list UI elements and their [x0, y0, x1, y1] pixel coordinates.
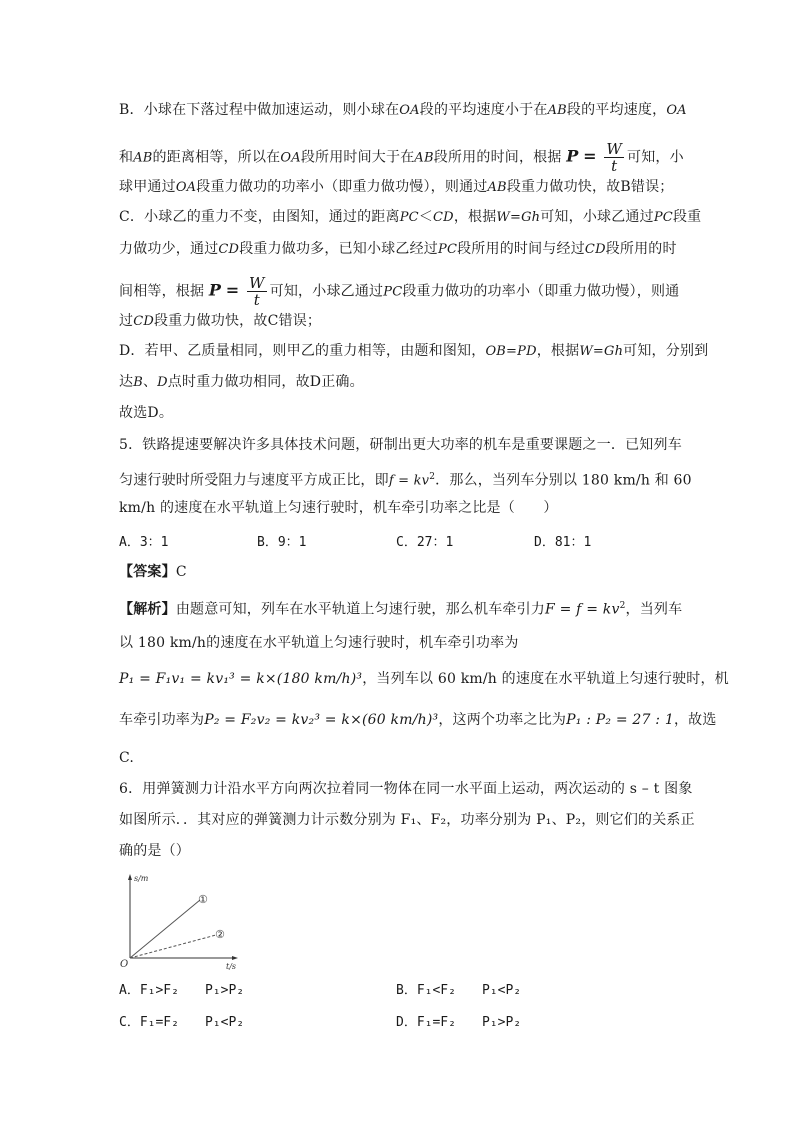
q6-option-a: A．F₁>F₂ P₁>P₂: [119, 983, 245, 998]
segment-pc: PC: [383, 284, 403, 300]
answer-value: C: [175, 564, 187, 580]
segment-oa: OA: [175, 180, 197, 195]
q5-option-a: A．3：1: [119, 535, 169, 550]
text: D．若甲、乙质量相同，则甲乙的重力相等，由题和图知，: [119, 343, 486, 359]
text: 可知，小球乙通过: [540, 209, 654, 225]
text: ，根据: [453, 209, 497, 225]
text: 段重力做功多，已知小球乙经过: [239, 241, 438, 257]
text: 段重力做功的功率小（即重力做功慢），则通: [402, 283, 680, 300]
text: 段所用的时间，根据: [433, 149, 562, 166]
text: ，当列车: [625, 601, 683, 618]
segment-ab: AB: [414, 150, 434, 166]
text: 以 180 km/h的速度在水平轨道上匀速行驶时，机车牵引功率为: [119, 635, 519, 651]
text: 5．铁路提速要解决许多具体技术问题，研制出更大功率的机车是重要课题之一．已知列车: [119, 437, 682, 453]
formula-eq: =: [583, 146, 597, 166]
q6-line-1: [119, 780, 693, 798]
segment-oa: OA: [399, 103, 420, 118]
formula-p1: P₁ = F₁v₁ = kv₁³ = k×(180 km/h)³: [119, 671, 363, 687]
text: 如图所示．．其对应的弹簧测力计示数分别为 F₁、F₂，功率分别为 P₁、P₂，则它们的关系正: [119, 812, 695, 828]
q5-line-1: [119, 436, 682, 454]
point-d: D: [157, 375, 168, 390]
q5-analysis-line-2: [119, 634, 679, 652]
text: 、: [142, 374, 158, 390]
text: 段重力做功快，故C错误；: [153, 313, 322, 329]
q5-line-3: [119, 499, 679, 517]
formula-fraction: [604, 141, 624, 174]
segment-pc: PC: [399, 210, 419, 225]
segment-oa: OA: [280, 150, 301, 166]
segment-pc: PC: [438, 242, 458, 257]
q5-option-d: D．81：1: [534, 535, 592, 550]
s-t-graph: [118, 872, 248, 972]
text: 可知，小: [627, 149, 684, 166]
segment-ab: AB: [133, 150, 153, 166]
para-b-line-3: [119, 178, 679, 197]
q5-analysis-line-4: [119, 711, 717, 729]
text: 段所用的时间与经过: [457, 241, 585, 257]
para-c-line-2: [119, 240, 679, 259]
analysis-tag: 【解析】: [119, 601, 176, 618]
formula-w: W: [249, 274, 265, 292]
q5-analysis-line-5: [119, 749, 679, 767]
formula-ob-pd: OB=PD: [485, 344, 537, 359]
text: ，故选: [673, 712, 717, 728]
choose-d: [119, 404, 679, 422]
q5-analysis-line-1: [119, 597, 683, 619]
text: ，根据: [536, 343, 580, 359]
segment-cd: CD: [133, 314, 154, 329]
text: 段重力做功的功率小（即重力做功慢），则通过: [196, 179, 488, 195]
line-2: [130, 935, 216, 958]
formula-t: t: [253, 291, 260, 309]
text: 力做功少，通过: [119, 241, 219, 257]
formula-ratio: P₁ : P₂ = 27 : 1: [566, 712, 674, 728]
formula-f-kv2: f = kv: [388, 473, 430, 489]
formula-fraction: [247, 275, 267, 308]
text: 可知，小球乙通过: [269, 283, 384, 300]
q6-option-d: D．F₁=F₂ P₁>P₂: [396, 1015, 522, 1030]
superscript: 2: [429, 472, 436, 482]
para-d-line-1: [119, 342, 709, 361]
formula-w-gh: W=Gh: [496, 210, 541, 225]
segment-oa: OA: [666, 103, 687, 118]
x-axis-arrow: [232, 956, 238, 960]
segment-cd: CD: [433, 210, 454, 225]
x-axis-label: t/s: [226, 962, 237, 971]
para-c-line-1: [119, 208, 702, 227]
text: 段的平均速度小于在: [419, 102, 548, 118]
text: 过: [119, 313, 134, 329]
formula-w-gh: W=Gh: [579, 344, 624, 359]
text: 段所用的时: [605, 241, 677, 257]
origin-label: O: [120, 959, 129, 970]
y-axis-arrow: [128, 874, 132, 880]
text: 匀速行驶时所受阻力与速度平方成正比，即: [119, 472, 389, 489]
text: ．那么，当列车分别以 180 km/h 和 60: [435, 472, 692, 489]
text: C.: [119, 750, 135, 766]
text: 故选D。: [119, 405, 174, 421]
point-b: B: [133, 375, 143, 390]
text: C．小球乙的重力不变，由图知，通过的距离: [119, 209, 400, 225]
q5-analysis-line-3: [119, 670, 729, 688]
text: 段重: [672, 209, 702, 225]
text: 车牵引功率为: [119, 712, 205, 728]
text: 可知，分别到: [623, 343, 709, 359]
y-axis-label: s/m: [134, 874, 149, 883]
text: ，当列车以 60 km/h 的速度在水平轨道上匀速行驶时，机: [362, 671, 729, 687]
line-1: [130, 900, 200, 958]
superscript: 2: [619, 601, 626, 611]
text: 的距离相等，所以在: [152, 149, 281, 166]
text: 确的是（）: [119, 843, 190, 859]
text: 达: [119, 374, 134, 390]
q6-line-3: [119, 842, 679, 860]
para-c-line-3: [119, 275, 679, 308]
text: 球甲通过: [119, 179, 176, 195]
para-b-line-2: [119, 140, 684, 175]
text: 和: [119, 149, 134, 166]
line-2-label: ②: [215, 928, 225, 941]
q6-option-b: B．F₁<F₂ P₁<P₂: [396, 983, 522, 998]
text: ，这两个功率之比为: [438, 712, 567, 728]
segment-cd: CD: [218, 242, 240, 257]
segment-ab: AB: [547, 103, 567, 118]
segment-ab: AB: [487, 180, 507, 195]
formula-w: W: [606, 140, 623, 158]
para-d-line-2: [119, 373, 679, 392]
q5-line-2: [119, 468, 692, 491]
text: 段重力做功快，故B错误；: [506, 179, 674, 195]
q6-line-2: [119, 811, 695, 829]
formula-traction-force: F = f = kv: [545, 601, 620, 618]
formula-p: P: [208, 280, 222, 300]
text: 由题意可知，列车在水平轨道上匀速行驶，那么机车牵引力: [175, 601, 546, 618]
text: 段所用时间大于在: [300, 149, 415, 166]
text: 点时重力做功相同，故D正确。: [167, 374, 364, 390]
text: 6．用弹簧测力计沿水平方向两次拉着同一物体在同一水平面上运动，两次运动的 s – t 图象: [119, 781, 693, 797]
answer-tag: 【答案】: [119, 564, 176, 580]
segment-cd: CD: [584, 242, 606, 257]
formula-p: P: [566, 146, 579, 166]
formula-p2: P₂ = F₂v₂ = kv₂³ = k×(60 km/h)³: [204, 712, 439, 728]
para-b-line-1: [119, 101, 687, 120]
q5-option-c: C．27：1: [396, 535, 454, 550]
text: ＜: [418, 209, 434, 225]
para-c-line-4: [119, 312, 679, 331]
q5-answer: [119, 563, 679, 581]
text: 段的平均速度，: [566, 102, 667, 118]
q6-option-c: C．F₁=F₂ P₁<P₂: [119, 1015, 245, 1030]
formula-eq: =: [225, 280, 240, 300]
text: km/h 的速度在水平轨道上匀速行驶时，机车牵引功率之比是（ ）: [119, 500, 558, 516]
text: 间相等，根据: [119, 283, 205, 300]
segment-pc: PC: [653, 210, 673, 225]
q5-option-b: B．9：1: [257, 535, 307, 550]
text: B．小球在下落过程中做加速运动，则小球在: [119, 102, 400, 118]
formula-t: t: [611, 157, 618, 175]
line-1-label: ①: [198, 893, 208, 906]
